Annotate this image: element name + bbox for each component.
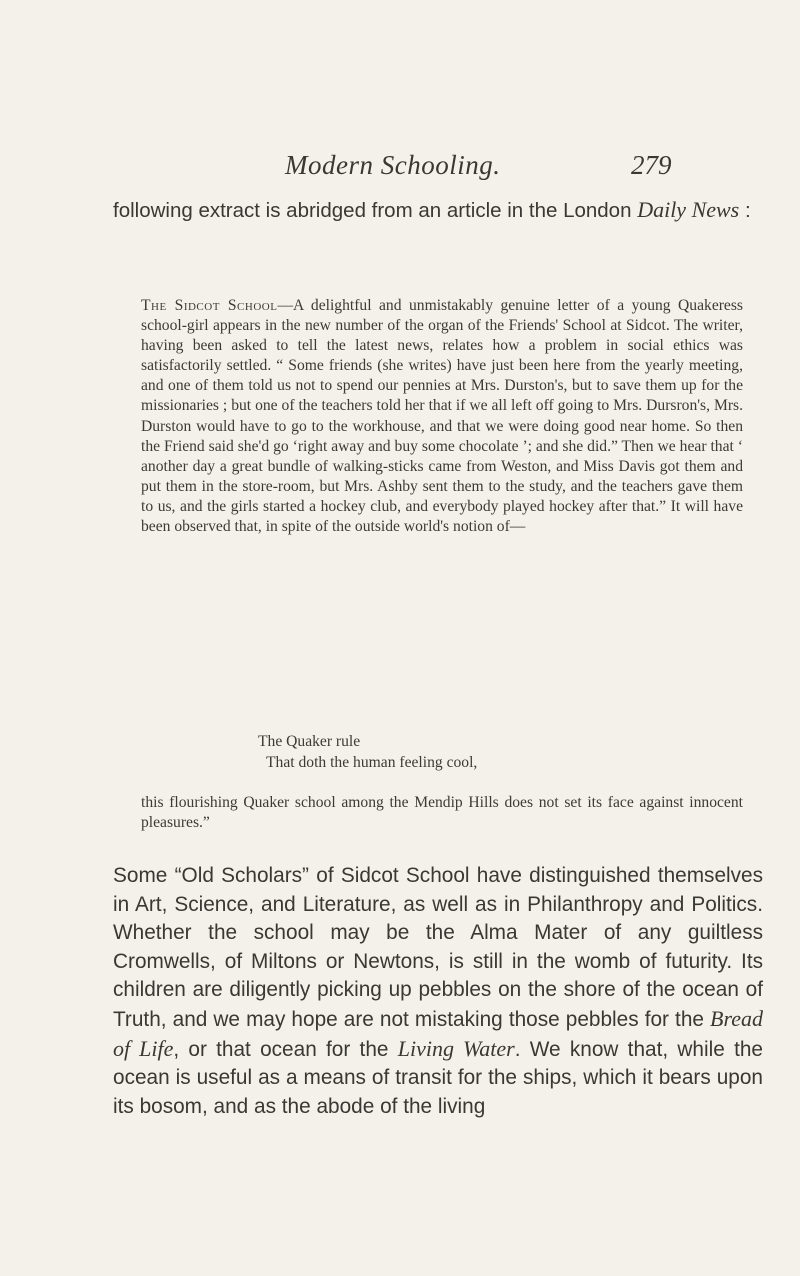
page-number: 279 bbox=[631, 150, 672, 180]
body-italic-living-water: Living Water bbox=[397, 1035, 515, 1061]
block-quote bbox=[141, 296, 743, 537]
body-text-1: Some “Old Scholars” of Sidcot School have distinguished themselves in Art, Science, and Literature, as well as in Philanthropy and Politics. Whether the school may be the Alma Mater of any guiltless Cromwells, of Miltons or Newtons, is still in the womb of futurity. Its children are diligently picking up pebbles on the shore of the ocean of Truth, and we may hope are not mistaking those pebbles for the bbox=[113, 864, 763, 1031]
verse-line-1: The Quaker rule bbox=[258, 733, 361, 750]
body-italic-bread-of-life: Bread of Life bbox=[113, 1005, 763, 1061]
quote-body: —A delightful and unmistakably genuine letter of a young Quakeress school-girl appears in the new number of the organ of the Friends' School at Sidcot. The writer, having been asked to tell the latest news, relates how a problem in social ethics was satisfactorily settled. “ Some friends (she writes) have just been here from the yearly meeting, and one of them told us not to spend our pennies at Mrs. Durston's, but to save them up for the missionaries ; but one of the teachers told her that if we all left off going to Mrs. Dursron's, Mrs. Durston would have to go to the workhouse, and that we were doing good near home. So then the Friend said she'd go ‘right away and buy some chocolate ’; and she did.” Then we hear that ‘ another day a great bundle of walking-sticks came from Weston, and Miss Davis got them and put them in the store-room, but Mrs. Ashby sent them to the study, and the teachers gave them to us, and the girls started a hockey club, and everybody played hockey after that.” It will have been observed that, in spite of the outside world's notion of— bbox=[141, 297, 743, 536]
verse-line-2: That doth the human feeling cool, bbox=[266, 753, 478, 771]
block-quote-paragraph bbox=[141, 296, 743, 537]
running-head-title: Modern Schooling. bbox=[285, 150, 501, 180]
body-text-3: . We know that, while the ocean is useful as a means of transit for the ships, which it bears upon its bosom, and as the abode of the living bbox=[113, 1037, 763, 1118]
body-text-2: , or that ocean for the bbox=[173, 1037, 398, 1061]
verse-quotation bbox=[258, 732, 658, 773]
running-head bbox=[0, 150, 800, 190]
quote-lead-heading: The Sidcot School bbox=[141, 297, 278, 314]
body-paragraph bbox=[113, 862, 763, 1121]
intro-italic-title: Daily News bbox=[637, 197, 740, 222]
intro-text-end: : bbox=[739, 199, 751, 222]
intro-text: following extract is abridged from an article in the London bbox=[113, 199, 638, 222]
block-quote-ending: this flourishing Quaker school among the Mendip Hills does not set its face against innocent pleasures.” bbox=[141, 794, 743, 832]
intro-paragraph bbox=[113, 196, 763, 225]
